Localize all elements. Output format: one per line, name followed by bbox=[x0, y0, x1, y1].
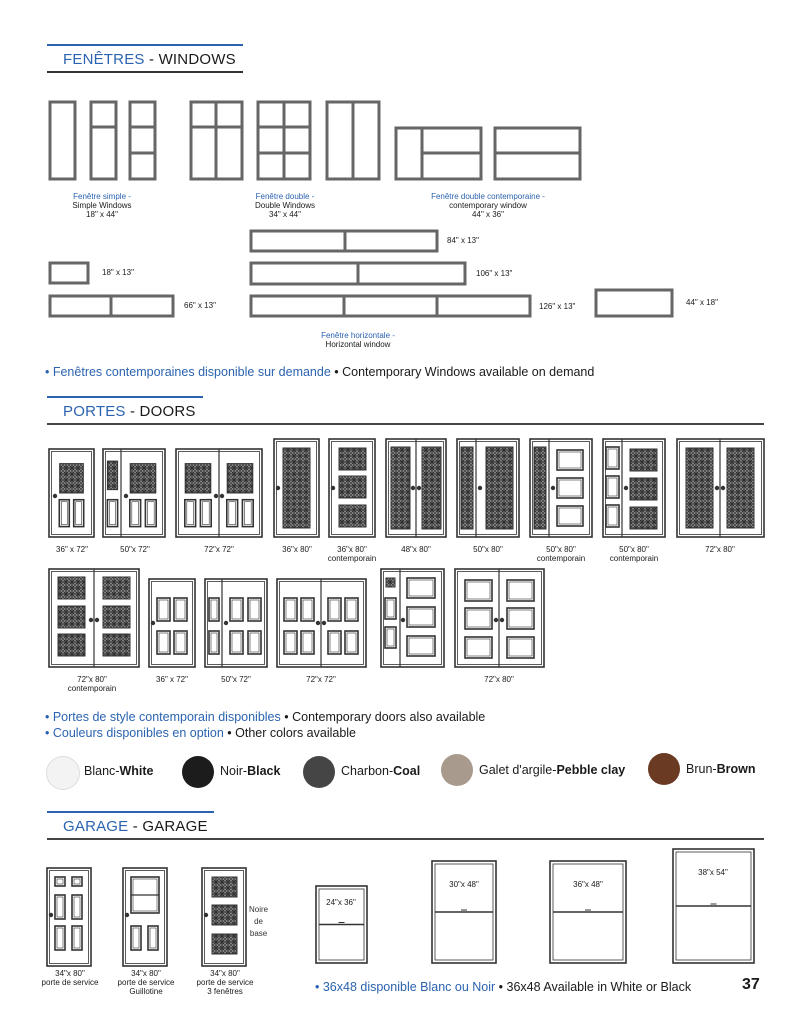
door-r1-label-line: 36"x 80" bbox=[282, 545, 312, 554]
glass-panel bbox=[212, 905, 237, 925]
garage-window-size-label: 36"x 48" bbox=[573, 880, 603, 889]
door-r1-label-line: contemporain bbox=[609, 554, 659, 563]
glass-panel bbox=[630, 507, 657, 529]
door-r2-label bbox=[306, 675, 336, 684]
swatch-coal-label: Charbon-Coal bbox=[341, 764, 421, 778]
door-panel bbox=[209, 598, 219, 621]
door-knob bbox=[151, 621, 154, 624]
door-panel bbox=[59, 500, 69, 527]
glass-panel bbox=[686, 448, 713, 528]
door-36x72-panels bbox=[149, 579, 195, 667]
glass-panel bbox=[339, 476, 366, 498]
dim-44: 44" x 18" bbox=[686, 298, 718, 307]
glass-panel bbox=[486, 447, 513, 529]
door-panel bbox=[465, 608, 492, 629]
door-panel bbox=[74, 500, 84, 527]
door-knob bbox=[125, 913, 128, 916]
door-panel bbox=[407, 636, 435, 656]
door-panel bbox=[407, 578, 435, 598]
door-r2-label-line: contemporain bbox=[67, 684, 117, 693]
door-knob bbox=[124, 494, 127, 497]
door-r2-label-line: 72"x 80" bbox=[77, 675, 107, 684]
door-panel bbox=[107, 500, 117, 527]
garage-service-door bbox=[47, 868, 91, 966]
door-panel bbox=[507, 580, 534, 601]
garage-door-label-line: 3 fenêtres bbox=[207, 987, 243, 996]
door-knob bbox=[500, 618, 503, 621]
door-panel bbox=[209, 631, 219, 654]
door-knob bbox=[331, 486, 334, 489]
section-accent-bar bbox=[47, 811, 214, 813]
glass-panel bbox=[339, 448, 366, 470]
door-r1-label-line: 36" x 72" bbox=[56, 545, 88, 554]
double-window-label: Fenêtre double - Double Windows 34" x 44" bbox=[254, 192, 316, 219]
glass-panel bbox=[422, 447, 441, 529]
door-panel bbox=[557, 450, 583, 470]
swatch-pebble-clay bbox=[441, 754, 473, 786]
page-number: 37 bbox=[742, 976, 760, 993]
door-r2-label-line: 36" x 72" bbox=[156, 675, 188, 684]
glass-panel bbox=[227, 464, 253, 493]
glass-panel bbox=[630, 478, 657, 500]
door-panel bbox=[507, 608, 534, 629]
garage-window-size-label: 24"x 36" bbox=[326, 898, 356, 907]
door-panel bbox=[185, 500, 196, 527]
door-knob bbox=[316, 621, 319, 624]
door-r1-label-line: 72"x 72" bbox=[204, 545, 234, 554]
noire-de-base-label: Noire de base bbox=[249, 905, 269, 938]
door-r2-label bbox=[156, 675, 188, 684]
contemporary-window-label: Fenêtre double contemporaine - contemporary window 44" x 36" bbox=[431, 192, 545, 219]
door-panel bbox=[557, 506, 583, 526]
door-knob bbox=[417, 486, 420, 489]
door-r1-label-line: 36"x 80" bbox=[337, 545, 367, 554]
door-r1-label bbox=[537, 545, 585, 563]
door-r1-label bbox=[56, 545, 88, 554]
door-r1-label-line: 50"x 72" bbox=[120, 545, 150, 554]
doors-note-1: • Portes de style contemporain disponibles • Contemporary doors also available bbox=[45, 710, 486, 724]
door-panel bbox=[227, 500, 238, 527]
glass-panel bbox=[727, 448, 754, 528]
glass-panel bbox=[283, 448, 310, 528]
glass-panel bbox=[386, 578, 395, 587]
door-r1-label bbox=[705, 545, 735, 554]
door-r1-label-line: 50"x 80" bbox=[546, 545, 576, 554]
garage-door-label-line: Guillotine bbox=[129, 987, 163, 996]
door-r2-label-line: 50"x 72" bbox=[221, 675, 251, 684]
door-knob bbox=[49, 913, 52, 916]
horizontal-window-label: Fenêtre horizontale - Horizontal window bbox=[321, 331, 395, 349]
door-knob bbox=[551, 486, 554, 489]
door-panel bbox=[55, 895, 65, 919]
door-knob bbox=[89, 618, 92, 621]
door-knob bbox=[204, 913, 207, 916]
door-r1-label bbox=[401, 545, 431, 554]
glass-panel bbox=[58, 606, 85, 628]
garage-door-label-line: 34"x 80" bbox=[55, 969, 85, 978]
glass-panel bbox=[103, 606, 130, 628]
door-r2-label-line: 72"x 72" bbox=[306, 675, 336, 684]
door-knob bbox=[53, 494, 56, 497]
door-knob bbox=[276, 486, 279, 489]
glass-panel bbox=[130, 464, 156, 493]
door-r2-label bbox=[68, 675, 116, 693]
garage-section-title: GARAGE - GARAGE bbox=[63, 818, 208, 835]
door-knob bbox=[721, 486, 724, 489]
door-knob bbox=[214, 494, 217, 497]
swatch-coal bbox=[303, 756, 335, 788]
door-r1-label-line: 50"x 80" bbox=[473, 545, 503, 554]
door-panel bbox=[465, 637, 492, 658]
glass-panel bbox=[212, 877, 237, 897]
dim-18: 18" x 13" bbox=[102, 268, 134, 277]
door-panel bbox=[465, 580, 492, 601]
door-r1-label-line: 72"x 80" bbox=[705, 545, 735, 554]
door-knob bbox=[411, 486, 414, 489]
glass-panel bbox=[185, 464, 211, 493]
door-knob bbox=[401, 618, 404, 621]
door-knob bbox=[322, 621, 325, 624]
door-r1-label-line: contemporain bbox=[327, 554, 377, 563]
swatch-brown-label: Brun-Brown bbox=[686, 762, 756, 776]
glass-panel bbox=[107, 461, 117, 490]
door-panel bbox=[130, 500, 141, 527]
door-r1-label-line: 50"x 80" bbox=[619, 545, 649, 554]
garage-door-label-line: 34"x 80" bbox=[210, 969, 240, 978]
door-r2-label bbox=[221, 675, 251, 684]
dim-84: 84" x 13" bbox=[447, 236, 479, 245]
glass-panel bbox=[60, 464, 84, 493]
door-r1-label bbox=[328, 545, 376, 563]
door-knob bbox=[624, 486, 627, 489]
door-panel bbox=[55, 926, 65, 950]
windows-note: • Fenêtres contemporaines disponible sur demande • Contemporary Windows available on demand bbox=[45, 365, 595, 379]
garage-door-label-line: 34"x 80" bbox=[131, 969, 161, 978]
door-panel bbox=[385, 627, 396, 648]
glass-panel bbox=[212, 934, 237, 954]
garage-window-size-label: 38"x 54" bbox=[698, 868, 728, 877]
door-r2-label bbox=[484, 675, 514, 684]
garage-door-label-line: porte de service bbox=[196, 978, 254, 987]
door-r2-label-line: 72"x 80" bbox=[484, 675, 514, 684]
door-panel bbox=[72, 926, 82, 950]
garage-door-label-line: porte de service bbox=[117, 978, 175, 987]
glass-panel bbox=[58, 577, 85, 599]
glass-panel bbox=[58, 634, 85, 656]
door-panel bbox=[72, 877, 82, 886]
garage-door-label bbox=[118, 969, 175, 996]
dim-126: 126" x 13" bbox=[539, 302, 576, 311]
glass-panel bbox=[534, 447, 546, 529]
swatch-white bbox=[46, 756, 80, 790]
door-panel bbox=[242, 500, 253, 527]
door-knob bbox=[494, 618, 497, 621]
simple-window-label: Fenêtre simple - Simple Windows 18" x 44" bbox=[72, 192, 132, 219]
garage-door-label bbox=[42, 969, 99, 987]
door-r1-label bbox=[120, 545, 150, 554]
door-knob bbox=[224, 621, 227, 624]
door-panel bbox=[557, 478, 583, 498]
door-panel bbox=[131, 926, 141, 950]
glass-panel bbox=[103, 577, 130, 599]
doors-section-title: PORTES - DOORS bbox=[63, 403, 196, 420]
glass-panel bbox=[103, 634, 130, 656]
garage-note: • 36x48 disponible Blanc ou Noir • 36x48 Available in White or Black bbox=[315, 980, 692, 994]
door-panel bbox=[407, 607, 435, 627]
garage-guillotine-door bbox=[123, 868, 167, 966]
door-knob bbox=[478, 486, 481, 489]
glass-panel bbox=[461, 447, 473, 529]
door-r1-label-line: 48"x 80" bbox=[401, 545, 431, 554]
door-r1-label bbox=[282, 545, 312, 554]
door-r1-label bbox=[610, 545, 658, 563]
dim-106: 106" x 13" bbox=[476, 269, 513, 278]
door-r1-label bbox=[204, 545, 234, 554]
swatch-black-label: Noir-Black bbox=[220, 764, 281, 778]
windows-section-title: FENÊTRES - WINDOWS bbox=[63, 51, 236, 68]
glass-panel bbox=[391, 447, 410, 529]
doors-note-2: • Couleurs disponibles en option • Other colors available bbox=[45, 726, 357, 740]
garage-door-label-line: porte de service bbox=[41, 978, 99, 987]
door-r1-label-line: contemporain bbox=[536, 554, 586, 563]
dim-66: 66" x 13" bbox=[184, 301, 216, 310]
garage-window-size-label: 30"x 48" bbox=[449, 880, 479, 889]
door-panel bbox=[145, 500, 156, 527]
door-r1-label bbox=[473, 545, 503, 554]
swatch-brown bbox=[648, 753, 680, 785]
door-panel bbox=[72, 895, 82, 919]
door-panel bbox=[385, 598, 396, 619]
door-panel bbox=[507, 637, 534, 658]
swatch-black bbox=[182, 756, 214, 788]
section-underline bbox=[47, 838, 764, 840]
swatch-pebble-clay-label: Galet d'argile-Pebble clay bbox=[479, 763, 626, 777]
door-knob bbox=[715, 486, 718, 489]
garage-door-label bbox=[197, 969, 254, 996]
glass-panel bbox=[630, 449, 657, 471]
glass-panel bbox=[339, 505, 366, 527]
door-knob bbox=[220, 494, 223, 497]
door-panel bbox=[148, 926, 158, 950]
door-knob bbox=[95, 618, 98, 621]
door-panel bbox=[55, 877, 65, 886]
door-panel bbox=[200, 500, 211, 527]
swatch-white-label: Blanc-White bbox=[84, 764, 154, 778]
